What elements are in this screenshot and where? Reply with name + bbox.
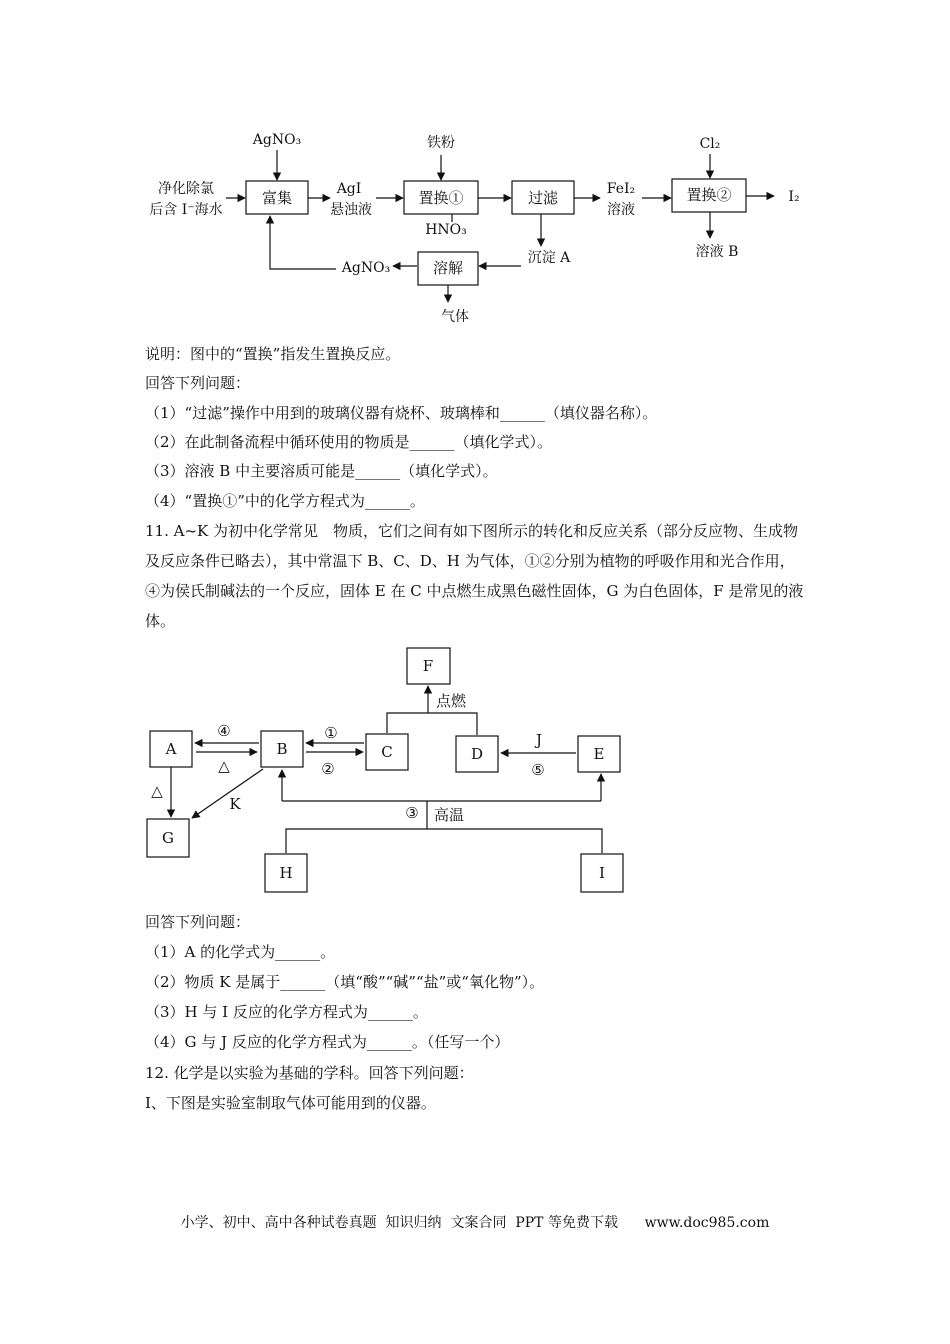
q10-prompt: 回答下列问题： bbox=[145, 374, 251, 392]
label-i2: I₂ bbox=[788, 189, 800, 205]
label-r3: ③ bbox=[405, 804, 419, 822]
node-E bbox=[578, 736, 620, 772]
label-r4: ④ bbox=[217, 722, 231, 740]
q10-question-4: （4）“置换①”中的化学方程式为______。 bbox=[145, 492, 425, 510]
label-iron: 铁粉 bbox=[427, 135, 455, 151]
label-agno3-back: AgNO₃ bbox=[341, 260, 391, 276]
node-D-label: D bbox=[470, 745, 484, 763]
label-replace2: 置换② bbox=[686, 186, 732, 204]
node-C-label: C bbox=[381, 743, 393, 761]
label-enrich: 富集 bbox=[261, 189, 293, 207]
label-r2: ② bbox=[321, 760, 335, 778]
label-tri-1: △ bbox=[218, 757, 230, 775]
label-replace1: 置换① bbox=[418, 189, 464, 207]
node-B bbox=[261, 731, 303, 767]
node-B-label: B bbox=[276, 740, 288, 758]
label-fei2-1: FeI₂ bbox=[606, 181, 636, 197]
label-r1: ① bbox=[324, 724, 338, 742]
node-F-label: F bbox=[422, 657, 434, 675]
q11-question-1: （1）A 的化学式为______。 bbox=[145, 943, 336, 961]
node-E-label: E bbox=[593, 745, 605, 763]
q10-question-3: （3）溶液 B 中主要溶质可能是______（填化学式）。 bbox=[145, 462, 498, 480]
label-ignite: 点燃 bbox=[435, 692, 467, 710]
label-solution-b: 溶液 B bbox=[695, 244, 739, 260]
label-agno3-top: AgNO₃ bbox=[252, 132, 302, 148]
node-G bbox=[147, 819, 189, 857]
arrow-B-to-G bbox=[192, 769, 263, 818]
q10-question-1: （1）“过滤”操作中用到的玻璃仪器有烧杯、玻璃棒和______（填仪器名称）。 bbox=[145, 404, 658, 422]
node-I-label: I bbox=[599, 864, 605, 882]
q10-question-2: （2）在此制备流程中循环使用的物质是______（填化学式）。 bbox=[145, 433, 553, 451]
label-agi-1: AgI bbox=[336, 181, 362, 197]
label-hno3: HNO₃ bbox=[425, 222, 467, 238]
label-r5: ⑤ bbox=[531, 761, 545, 779]
label-gas: 气体 bbox=[441, 309, 469, 325]
label-precipitate: 沉淀 A bbox=[527, 250, 571, 266]
link-c-d bbox=[387, 713, 477, 735]
q11-question-3: （3）H 与 I 反应的化学方程式为______。 bbox=[145, 1003, 428, 1021]
node-A bbox=[150, 731, 192, 767]
arrow-recycle bbox=[270, 216, 336, 269]
node-G-label: G bbox=[162, 829, 174, 847]
q11-question-4: （4）G 与 J 反应的化学方程式为______。（任写一个） bbox=[145, 1033, 510, 1051]
node-D bbox=[456, 736, 498, 772]
label-dissolve: 溶解 bbox=[432, 259, 464, 277]
q11-stem: 11. A~K 为初中化学常见 物质，它们之间有如下图所示的转化和反应关系（部分反应物、生成物及反应条件已略去），其中常温下 B、C、D、H 为气体，①②分别为植物的呼吸作用和光合作用，④为侯氏制碱法的一个反应，固体 E 在 C 中点燃生成黑色磁性固体，G 为白色固体，F 是常见的液体。 bbox=[145, 522, 804, 630]
label-high-temp: 高温 bbox=[433, 806, 465, 824]
label-filter: 过滤 bbox=[527, 189, 559, 207]
node-C bbox=[366, 734, 408, 770]
q11-prompt: 回答下列问题： bbox=[145, 913, 251, 931]
node-I bbox=[581, 854, 623, 892]
link-H-I bbox=[286, 829, 602, 853]
label-seawater-2: 后含 I⁻海水 bbox=[149, 202, 223, 218]
label-cl2: Cl₂ bbox=[699, 136, 721, 152]
label-seawater-1: 净化除氯 bbox=[158, 181, 214, 197]
q12-part-1: I、下图是实验室制取气体可能用到的仪器。 bbox=[145, 1094, 436, 1112]
label-tri-2: △ bbox=[151, 782, 163, 800]
node-F bbox=[407, 648, 450, 684]
q12-stem: 12. 化学是以实验为基础的学科。回答下列问题： bbox=[145, 1064, 474, 1082]
node-H bbox=[265, 854, 307, 892]
node-A-label: A bbox=[165, 740, 177, 758]
label-fei2-2: 溶液 bbox=[607, 202, 635, 218]
q10-note: 说明：图中的“置换”指发生置换反应。 bbox=[145, 345, 401, 363]
node-H-label: H bbox=[279, 864, 293, 882]
iodine-flow-diagram bbox=[0, 0, 950, 330]
label-J: J bbox=[535, 731, 543, 749]
label-agi-2: 悬浊液 bbox=[330, 202, 372, 218]
label-K: K bbox=[229, 795, 241, 813]
page-footer: 小学、初中、高中各种试卷真题 知识归纳 文案合同 PPT 等免费下载 www.doc985.com bbox=[180, 1215, 770, 1231]
q11-question-2: （2）物质 K 是属于______（填“酸”“碱”“盐”或“氧化物”）。 bbox=[145, 973, 545, 991]
